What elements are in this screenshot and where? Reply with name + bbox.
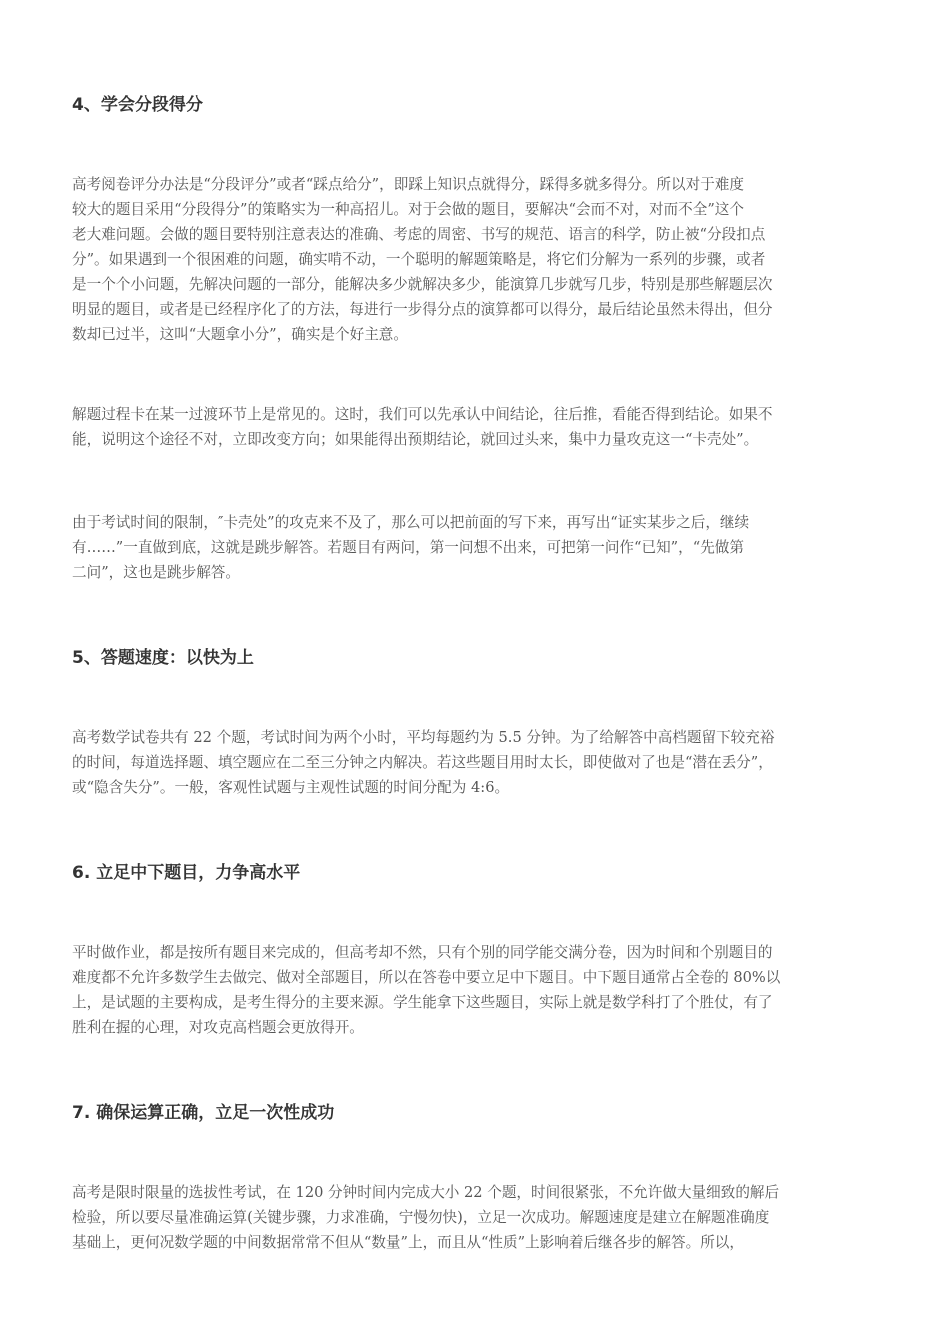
text-line: 能，说明这个途径不对，立即改变方向；如果能得出预期结论，就回过头来，集中力量攻克这一“卡壳处”。 [72,431,759,448]
paragraph-medium-questions [72,940,880,1040]
section-heading-4: 4、学会分段得分 [72,95,203,115]
paragraph-answer-speed [72,725,880,800]
text-line: 解题过程卡在某一过渡环节上是常见的。这时，我们可以先承认中间结论，往后推，看能否得到结论。如果不 [72,406,773,423]
text-line: 高考数学试卷共有 22 个题，考试时间为两个小时，平均每题约为 5.5 分钟。为了给解答中高档题留下较充裕 [72,729,775,746]
paragraph-stuck-step [72,402,880,452]
section-heading-5: 5、答题速度：以快为上 [72,648,254,668]
text-line: 有……”一直做到底，这就是跳步解答。若题目有两问，第一问想不出来，可把第一问作“已知”，“先做第 [72,539,744,556]
text-line: 高考是限时限量的选拔性考试，在 120 分钟时间内完成大小 22 个题，时间很紧张，不允许做大量细致的解后 [72,1184,780,1201]
text-line: 上，是试题的主要构成，是考生得分的主要来源。学生能拿下这些题目，实际上就是数学科打了个胜仗，有了 [72,994,773,1011]
text-line: 检验，所以要尽量准确运算(关键步骤，力求准确，宁慢勿快)，立足一次成功。解题速度是建立在解题准确度 [72,1209,770,1226]
text-line: 难度都不允许多数学生去做完、做对全部题目，所以在答卷中要立足中下题目。中下题目通常占全卷的 80%以 [72,969,781,986]
text-line: 基础上，更何况数学题的中间数据常常不但从“数量”上，而且从“性质”上影响着后继各步的解答。所以， [72,1234,744,1251]
paragraph-skip-step [72,510,880,585]
text-line: 分”。如果遇到一个很困难的问题，确实啃不动，一个聪明的解题策略是，将它们分解为一系列的步骤，或者 [72,251,766,268]
text-line: 老大难问题。会做的题目要特别注意表达的准确、考虑的周密、书写的规范、语言的科学，防止被“分段扣点 [72,226,766,243]
text-line: 的时间，每道选择题、填空题应在二至三分钟之内解决。若这些题目用时太长，即使做对了也是“潜在丢分”， [72,754,773,771]
text-line: 由于考试时间的限制，″卡壳处”的攻克来不及了，那么可以把前面的写下来，再写出“证实某步之后，继续 [72,514,750,531]
text-line: 胜利在握的心理，对攻克高档题会更放得开。 [72,1019,364,1036]
section-heading-6: 6. 立足中下题目，力争高水平 [72,863,301,883]
text-line: 较大的题目采用“分段得分”的策略实为一种高招儿。对于会做的题目，要解决“会而不对，对而不全”这个 [72,201,744,218]
text-line: 数却已过半，这叫“大题拿小分”，确实是个好主意。 [72,326,408,343]
text-line: 平时做作业，都是按所有题目来完成的，但高考却不然，只有个别的同学能交满分卷，因为时间和个别题目的 [72,944,773,961]
text-line: 二问”，这也是跳步解答。 [72,564,240,581]
text-line: 是一个个小问题，先解决问题的一部分，能解决多少就解决多少，能演算几步就写几步，特别是那些解题层次 [72,276,773,293]
paragraph-accurate-calculation [72,1180,880,1255]
text-line: 明显的题目，或者是已经程序化了的方法，每进行一步得分点的演算都可以得分，最后结论虽然未得出，但分 [72,301,773,318]
text-line: 或“隐含失分”。一般，客观性试题与主观性试题的时间分配为 4:6。 [72,779,510,796]
section-heading-7: 7. 确保运算正确，立足一次性成功 [72,1103,335,1123]
paragraph-scoring-method [72,172,880,347]
text-line: 高考阅卷评分办法是“分段评分”或者“踩点给分”，即踩上知识点就得分，踩得多就多得分。所以对于难度 [72,176,744,193]
